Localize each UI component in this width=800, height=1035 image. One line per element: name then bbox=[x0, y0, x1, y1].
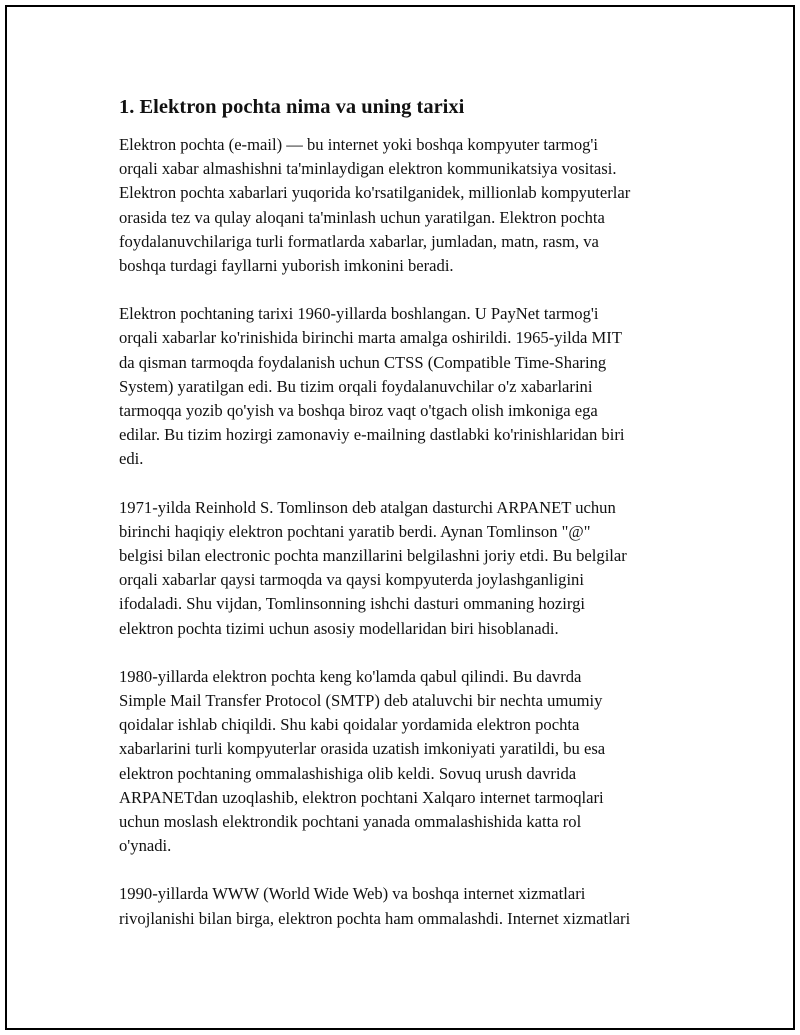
text-line: belgisi bilan electronic pochta manzillarini belgilashni joriy etdi. Bu belgilar bbox=[119, 546, 627, 566]
text-line: orasida tez va qulay aloqani ta'minlash uchun yaratilgan. Elektron pochta bbox=[119, 207, 605, 227]
paragraph-history-1980s bbox=[119, 665, 699, 859]
text-line: ifodaladi. Shu vijdan, Tomlinsonning ishchi dasturi ommaning hozirgi bbox=[119, 594, 586, 614]
text-line: System) yaratilgan edi. Bu tizim orqali foydalanuvchilar o'z xabarlarini bbox=[119, 376, 593, 396]
section-heading: 1. Elektron pochta nima va uning tarixi bbox=[119, 96, 465, 118]
text-line: qoidalar ishlab chiqildi. Shu kabi qoidalar yordamida elektron pochta bbox=[119, 715, 580, 735]
text-line: edi. bbox=[119, 449, 144, 469]
text-line: Simple Mail Transfer Protocol (SMTP) deb ataluvchi bir nechta umumiy bbox=[119, 691, 603, 711]
text-line: foydalanuvchilariga turli formatlarda xabarlar, jumladan, matn, rasm, va bbox=[119, 231, 599, 251]
document-page bbox=[5, 5, 795, 1030]
text-line: orqali xabarlar qaysi tarmoqda va qaysi kompyuterda joylashganligini bbox=[119, 570, 584, 590]
text-line: Elektron pochtaning tarixi 1960-yillarda boshlangan. U PayNet tarmog'i bbox=[119, 304, 599, 324]
text-line: tarmoqqa yozib qo'yish va boshqa biroz vaqt o'tgach olish imkoniga ega bbox=[119, 401, 598, 421]
text-line: elektron pochta tizimi uchun asosiy modellaridan biri hisoblanadi. bbox=[119, 618, 559, 638]
text-line: 1980-yillarda elektron pochta keng ko'lamda qabul qilindi. Bu davrda bbox=[119, 666, 582, 686]
paragraph-history-1990s bbox=[119, 882, 699, 930]
text-line: da qisman tarmoqda foydalanish uchun CTSS (Compatible Time-Sharing bbox=[119, 352, 607, 372]
text-line: orqali xabarlar ko'rinishida birinchi marta amalga oshirildi. 1965-yilda MIT bbox=[119, 328, 622, 348]
document-body bbox=[119, 95, 699, 955]
text-line: rivojlanishi bilan birga, elektron pochta ham ommalashdi. Internet xizmatlari bbox=[119, 908, 631, 928]
text-line: birinchi haqiqiy elektron pochtani yaratib berdi. Aynan Tomlinson "@" bbox=[119, 521, 591, 541]
text-line: edilar. Bu tizim hozirgi zamonaviy e-mailning dastlabki ko'rinishlaridan biri bbox=[119, 425, 625, 445]
text-line: xabarlarini turli kompyuterlar orasida uzatish imkoniyati yaratildi, bu esa bbox=[119, 739, 606, 759]
text-line: ARPANETdan uzoqlashib, elektron pochtani Xalqaro internet tarmoqlari bbox=[119, 787, 604, 807]
text-line: Elektron pochta (e-mail) — bu internet yoki boshqa kompyuter tarmog'i bbox=[119, 135, 599, 154]
text-line: uchun moslash elektrondik pochtani yanada ommalashishida katta rol bbox=[119, 812, 582, 832]
text-line: o'ynadi. bbox=[119, 836, 172, 856]
text-line: elektron pochtaning ommalashishiga olib keldi. Sovuq urush davrida bbox=[119, 763, 577, 783]
text-line: orqali xabar almashishni ta'minlaydigan elektron kommunikatsiya vositasi. bbox=[119, 159, 617, 179]
paragraph-definition bbox=[119, 133, 699, 278]
paragraph-history-1960s bbox=[119, 302, 699, 471]
text-line: Elektron pochta xabarlari yuqorida ko'rsatilganidek, millionlab kompyuterlar bbox=[119, 183, 631, 203]
text-line: 1990-yillarda WWW (World Wide Web) va boshqa internet xizmatlari bbox=[119, 884, 586, 904]
paragraph-history-1971 bbox=[119, 496, 699, 641]
text-line: 1971-yilda Reinhold S. Tomlinson deb atalgan dasturchi ARPANET uchun bbox=[119, 497, 616, 517]
text-line: boshqa turdagi fayllarni yuborish imkonini beradi. bbox=[119, 256, 454, 276]
